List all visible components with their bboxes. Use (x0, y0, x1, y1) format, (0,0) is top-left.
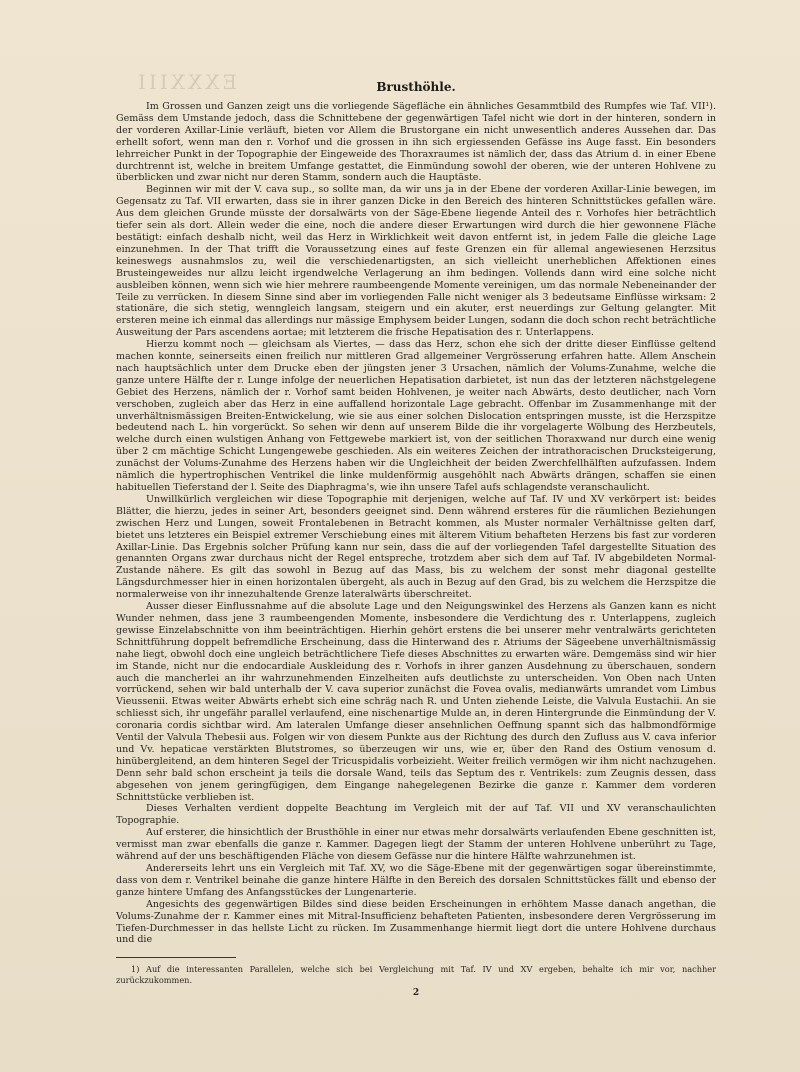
paragraph: Angesichts des gegenwärtigen Bildes sind diese beiden Erscheinungen in erhöhtem Masse danach angethan, die Volums-Zunahme der r. Kammer eines mit Mitral-Insufficienz behafteten Patienten, insbesondere deren Vergrösserung im Tiefen-Durchmesser in das hellste Licht zu rücken. Im Zusammenhange hiermit liegt dort die untere Hohlvene durchaus und die (116, 898, 716, 946)
body-text (116, 101, 716, 946)
page-number: 2 (412, 988, 420, 999)
paragraph: Dieses Verhalten verdient doppelte Beachtung im Vergleich mit der auf Taf. VII und XV veranschaulichten Topographie. (116, 803, 716, 827)
paragraph: Unwillkürlich vergleichen wir diese Topographie mit derjenigen, welche auf Taf. IV und XV verkörpert ist: beides Blätter, die hierzu, jedes in seiner Art, besonders geeignet sind. Denn während ersteres für die räumlichen Beziehungen zwischen Herz und Lungen, soweit Frontalebenen in Betracht kommen, als Muster normaler Verhältnisse gelten darf, bietet uns letzteres ein Beispiel extremer Verschiebung eines mit älterem Vitium behafteten Herzens bis fast zur vorderen Axillar-Linie. Das Ergebnis solcher Prüfung kann nur sein, dass die auf der vorliegenden Tafel dargestellte Situation des genannten Organs zwar durchaus nicht der Regel entspreche, trotzdem aber sich dem auf Taf. IV abgebildeten Normal-Zustande nähere. Es gilt das sowohl in Bezug auf das Mass, bis zu welchem der sonst mehr diagonal gestellte Längsdurchmesser hier in einen horizontalen übergeht, als auch in Bezug auf den Grad, bis zu welchem die Herzspitze die normalerweise von ihr innezuhaltende Grenze lateralwärts überschreitet. (116, 493, 716, 601)
footnote-divider (116, 957, 236, 958)
page-title: Brusthöhle. (376, 80, 456, 94)
paragraph: Auf ersterer, die hinsichtlich der Brusthöhle in einer nur etwas mehr dorsalwärts verlaufenden Ebene geschnitten ist, vermisst man zwar ebenfalls die ganze r. Kammer. Dagegen liegt der Stamm der unteren Hohlvene unberührt zu Tage, während auf der uns beschäftigenden Fläche von diesem Gefässe nur die hintere Hälfte wahrzunehmen ist. (116, 827, 716, 863)
paragraph: Ausser dieser Einflussnahme auf die absolute Lage und den Neigungswinkel des Herzens als Ganzen kann es nicht Wunder nehmen, dass jene 3 raumbeengenden Momente, insbesondere die Verdichtung des r. Unterlappens, zugleich gewisse Einzelabschnitte von ihm beeinträchtigen. Hierhin gehört erstens die bei unserer mehr ventralwärts gerichteten Schnittführung doppelt befremdliche Erscheinung, dass die Hinterwand des r. Atriums der Sägeebene unverhältnismässig nahe liegt, obwohl doch eine ungleich beträchtlichere Tiefe dieses Abschnittes zu erwarten wäre. Demgemäss sind wir hier im Stande, nicht nur die endocardiale Auskleidung des r. Vorhofs in ihrer ganzen Ausdehnung zu überschauen, sondern auch die mancherlei an ihr wahrzunehmenden Einzelheiten aufs deutlichste zu unterscheiden. Von Oben nach Unten vorrückend, sehen wir bald unterhalb der V. cava superior zunächst die Fovea ovalis, medianwärts umrandet vom Limbus Vieussenii. Etwas weiter Abwärts erhebt sich eine schräg nach R. und Unten ziehende Leiste, die Valvula Eustachii. An sie schliesst sich, ihr ungefähr parallel verlaufend, eine nischenartige Mulde an, in deren Hintergrunde die Einmündung der V. coronaria cordis sichtbar wird. Am lateralen Umfange dieser ansehnlichen Oeffnung spannt sich das halbmondförmige Ventil der Valvula Thebesii aus. Folgen wir von diesem Punkte aus der Richtung des durch den Zufluss aus V. cava inferior und Vv. hepaticae verstärkten Blutstromes, so überzeugen wir uns, wie er, über den Rand des Ostium venosum d. hinübergleitend, an dem hinteren Segel der Tricuspidalis vorbeizieht. Weiter freilich vermögen wir ihm nicht nachzugehen. Denn sehr bald schon erscheint ja teils die dorsale Wand, teils das Septum des r. Ventrikels: zum Zeugnis dessen, dass abgesehen von jenem geringfügigen, dem Eingange nahegelegenen Bezirke die ganze r. Kammer dem vorderen Schnittstücke verblieben ist. (116, 601, 716, 803)
paragraph: Andererseits lehrt uns ein Vergleich mit Taf. XV, wo die Säge-Ebene mit der gegenwärtigen sogar übereinstimmte, dass von dem r. Ventrikel beinahe die ganze hintere Hälfte in den Bereich des dorsalen Schnittstückes fällt und ebenso der ganze hintere Umfang des Anfangsstückes der Lungenarterie. (116, 863, 716, 898)
footnote: 1) Auf die interessanten Parallelen, welche sich bei Vergleichung mit Taf. IV und XV ergeben, behalte ich mir vor, nachher zurückzukommen. (116, 964, 716, 985)
paragraph: Im Grossen und Ganzen zeigt uns die vorliegende Sägefläche ein ähnliches Gesammtbild des Rumpfes wie Taf. VII¹). Gemäss dem Umstande jedoch, dass die Schnittebene der gegenwärtigen Tafel nicht wie dort in der hinteren, sondern in der vorderen Axillar-Linie verläuft, bieten vor Allem die Brustorgane ein nicht unwesentlich anderes Aussehen dar. Das erhellt sofort, wenn man den r. Vorhof und die grossen in ihn sich ergiessenden Gefässe ins Auge fasst. Ein besonders lehrreicher Punkt in der Topographie der Eingeweide des Thoraxraumes ist nämlich der, dass das Atrium d. in einer Ebene durchtrennt ist, welche in breitem Umfange gestattet, die Einmündung sowohl der oberen, wie der unteren Hohlvene zu überblicken und zwar nicht nur deren Stamm, sondern auch die Hauptäste. (116, 101, 716, 184)
paragraph: Hierzu kommt noch — gleichsam als Viertes, — dass das Herz, schon ehe sich der dritte dieser Einflüsse geltend machen konnte, seinerseits einen freilich nur mittleren Grad allgemeiner Vergrösserung erfahren hatte. Allem Anschein nach hauptsächlich unter dem Drucke eben der jüngsten jener 3 Ursachen, nämlich der Volums-Zunahme, welche die ganze untere Hälfte der r. Lunge infolge der neuerlichen Hepatisation darbietet, ist nun das der letzteren nächstgelegene Gebiet des Herzens, nämlich der r. Vorhof samt beiden Hohlvenen, je weiter nach Abwärts, desto deutlicher, nach Vorn verschoben, zugleich aber das Herz in eine auffallend horizontale Lage gebracht. Offenbar im Zusammenhange mit der unverhältnismässigen Breiten-Entwickelung, wie sie aus einer solchen Dislocation entspringen musste, ist die Herzspitze bedeutend nach L. hin vorgerückt. So sehen wir denn auf unserem Bilde die ihr vorgelagerte Wölbung des Herzbeutels, welche durch einen wulstigen Anhang von Fettgewebe markiert ist, von der seitlichen Thoraxwand nur durch eine wenig über 2 cm mächtige Schicht Lungengewebe geschieden. Als ein weiteres Zeichen der intrathoracischen Drucksteigerung, zunächst der Volums-Zunahme des Herzens haben wir die Ungleichheit der beiden Zwerchfellhälften aufzufassen. Indem nämlich die hypertrophischen Ventrikel die linke muldenförmig ausgehöhlt nach Abwärts drängen, schaffen sie einen habituellen Tieferstand der l. Seite des Diaphragma's, wie ihn unsere Tafel aufs schlagendste veranschaulicht. (116, 339, 716, 493)
page-content (116, 80, 716, 998)
paragraph: Beginnen wir mit der V. cava sup., so sollte man, da wir uns ja in der Ebene der vorderen Axillar-Linie bewegen, im Gegensatz zu Taf. VII erwarten, dass sie in ihrer ganzen Dicke in den Bereich des hinteren Schnittstückes gefallen wäre. Aus dem gleichen Grunde müsste der dorsalwärts von der Säge-Ebene liegende Anteil des r. Vorhofes hier beträchtlich tiefer sein als dort. Allein weder die eine, noch die andere dieser Erwartungen wird durch die hier gewonnene Fläche bestätigt: einfach deshalb nicht, weil das Herz in Wirklichkeit weit davon entfernt ist, in jedem Falle die gleiche Lage einzunehmen. In der That trifft die Voraussetzung eines auf feste Grenzen ein für allemal angewiesenen Herzsitus keineswegs ausnahmslos zu, weil die verschiedenartigsten, an sich vielleicht unerheblichen Affektionen eines Brusteingeweides nur allzu leicht irgendwelche Verlagerung an ihm bedingen. Vollends dann wird eine solche nicht ausbleiben können, wenn sich wie hier mehrere raumbeengende Momente vereinigen, um das normale Nebeneinander der Teile zu verrücken. In diesem Sinne sind aber im vorliegenden Falle nicht weniger als 3 bedeutsame Einflüsse wirksam: 2 stationäre, die sich stetig, wenngleich langsam, steigern und ein akuter, erst neuerdings zur Geltung gelangter. Mit ersteren meine ich einmal das allerdings nur mässige Emphysem beider Lungen, sodann die doch schon recht beträchtliche Ausweitung der Pars ascendens aortae; mit letzterem die frische Hepatisation des r. Unterlappens. (116, 184, 716, 339)
bleed-through-text: ЕXXXIII (135, 70, 238, 94)
